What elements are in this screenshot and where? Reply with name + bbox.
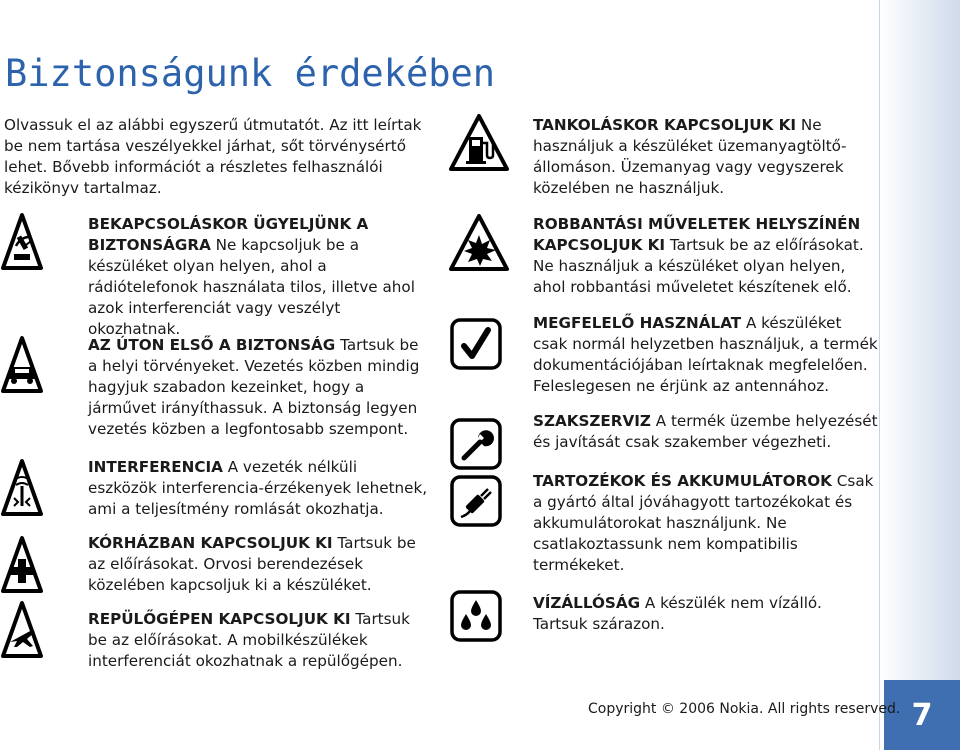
blasting-icon — [447, 213, 511, 275]
safety-item-enhancements — [533, 471, 878, 576]
safety-item-heading: TANKOLÁSKOR KAPCSOLJUK KI — [533, 116, 797, 134]
page-number: 7 — [884, 680, 960, 750]
hospital-cross-icon — [0, 535, 44, 597]
safety-item-text: A készüléket csak normál helyzetben használjuk, a termék dokumentációjában leírtaknak megfelelően. Feleslegesen ne érjünk az antennához. — [533, 314, 878, 395]
wrench-icon — [450, 418, 502, 470]
safety-item-text: A készülék nem vízálló. Tartsuk szárazon. — [533, 594, 822, 633]
safety-item-text: Tartsuk be az előírásokat. A mobilkészülékek interferenciát okozhatnak a repülőgépen. — [88, 610, 410, 670]
safety-item-text: Tartsuk be az előírásokat. Orvosi berendezések közelében kapcsoljuk ki a készüléket. — [88, 534, 416, 594]
airplane-icon — [0, 600, 44, 662]
safety-item-text: A vezeték nélküli eszközök interferencia-érzékenyek lehetnek, ami a teljesítmény romlását okozhatja. — [88, 458, 428, 518]
checkmark-icon — [450, 318, 502, 370]
safety-item-text: Ne kapcsoljuk be a készüléket olyan helyen, ahol a rádiótelefonok használata tilos, illetve ahol azok interferenciát vagy veszélyt okozhatnak. — [88, 236, 415, 338]
safety-item-text: A termék üzembe helyezését és javítását csak szakember végezheti. — [533, 412, 878, 451]
interference-icon — [0, 458, 44, 520]
safety-item-proper-use — [533, 313, 878, 397]
safety-item-heading: VÍZÁLLÓSÁG — [533, 594, 641, 612]
safety-item-hospital — [88, 533, 428, 596]
safety-item-text: Tartsuk be a helyi törvényeket. Vezetés közben mindig hagyjuk szabadon kezeinket, hogy a járművet irányíthassuk. A biztonság legyen vezetés közben a legfontosabb szempont. — [88, 336, 420, 438]
water-drops-icon — [450, 590, 502, 642]
safety-item-heading: REPÜLŐGÉPEN KAPCSOLJUK KI — [88, 610, 351, 628]
safety-item-refueling — [533, 115, 878, 199]
enhancement-plug-icon — [450, 475, 502, 527]
safety-item-road — [88, 335, 428, 440]
safety-item-interference — [88, 457, 428, 520]
safety-item-heading: MEGFELELŐ HASZNÁLAT — [533, 314, 742, 332]
switch-on-safely-icon — [0, 212, 44, 274]
page-sidebar — [880, 0, 960, 750]
copyright-footer: Copyright © 2006 Nokia. All rights reserved. — [588, 701, 901, 717]
safety-item-heading: INTERFERENCIA — [88, 458, 223, 476]
sidebar-divider — [879, 0, 880, 750]
intro-paragraph: Olvassuk el az alábbi egyszerű útmutatót. Az itt leírtak be nem tartása veszélyekkel járhat, sőt törvénysértő lehet. Bővebb információt a részletes felhasználói kézikönyv tartalmaz. — [4, 116, 422, 197]
safety-item-heading: BEKAPCSOLÁSKOR ÜGYELJÜNK A BIZTONSÁGRA — [88, 215, 369, 254]
safety-item-text: Tartsuk be az előírásokat. Ne használjuk a készüléket olyan helyen, ahol robbantási műveletet készítenek elő. — [533, 236, 864, 296]
safety-item-service — [533, 411, 878, 453]
safety-item-blasting — [533, 214, 878, 298]
road-safety-car-icon — [0, 335, 44, 395]
safety-item-text: Csak a gyártó által jóváhagyott tartozékokat és akkumulátorokat használjunk. Ne csatlakoztassunk nem kompatibilis termékeket. — [533, 472, 874, 574]
safety-item-heading: SZAKSZERVIZ — [533, 412, 651, 430]
safety-item-heading: ROBBANTÁSI MŰVELETEK HELYSZÍNÉN KAPCSOLJUK KI — [533, 215, 861, 254]
safety-item-heading: KÓRHÁZBAN KAPCSOLJUK KI — [88, 534, 333, 552]
page-title: Biztonságunk érdekében — [5, 52, 496, 95]
fuel-pump-icon — [447, 113, 511, 175]
safety-item-switch-on — [88, 214, 428, 340]
safety-item-heading: AZ ÚTON ELSŐ A BIZTONSÁG — [88, 336, 336, 354]
safety-item-aircraft — [88, 609, 428, 672]
safety-item-text: Ne használjuk a készüléket üzemanyagtöltő-állomáson. Üzemanyag vagy vegyszerek közelében ne használjuk. — [533, 116, 847, 197]
safety-item-water — [533, 593, 878, 635]
safety-item-heading: TARTOZÉKOK ÉS AKKUMULÁTOROK — [533, 472, 832, 490]
